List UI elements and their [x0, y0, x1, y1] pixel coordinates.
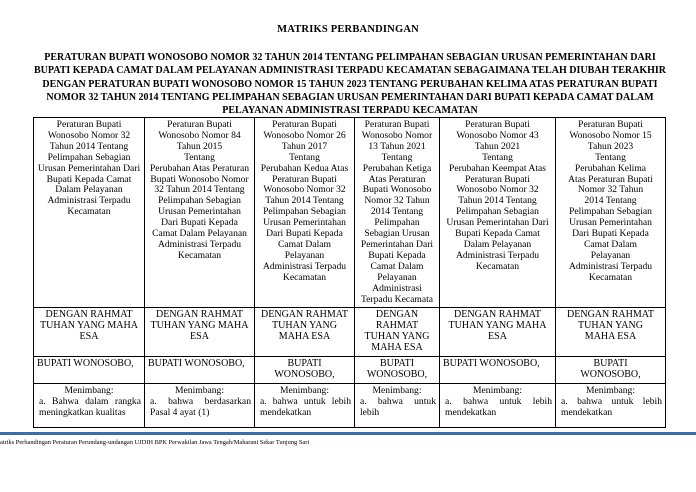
blessing-line: DENGAN RAHMAT	[261, 309, 348, 321]
blessing-line: TUHAN YANG MAHA	[150, 320, 249, 332]
regent-line: WONOSOBO,	[366, 368, 428, 380]
regulation-title-row	[34, 118, 666, 308]
considering-text: a. bahwa untuk lebih mendekatkan	[445, 395, 552, 418]
blessing-cell	[440, 308, 556, 357]
regulation-title-line: Kecamatan	[282, 271, 327, 283]
regulation-title-line: Tahun 2014 Tentang	[458, 195, 537, 207]
regulation-title-line: Pemerintahan Dari	[360, 238, 434, 250]
regulation-title-line: Tentang	[289, 151, 320, 163]
regulation-title-line: Urusan Pemerintahan Dari	[37, 162, 141, 174]
regulation-title-line: Urusan Pemerintahan Dari	[446, 217, 549, 229]
regulation-title-line: Perubahan Kelima	[574, 162, 647, 174]
regulation-title-line: Perubahan Atas Peraturan	[149, 162, 250, 174]
regulation-title-cell	[355, 118, 440, 308]
regulation-title-line: Pelimpahan Sebagian	[158, 195, 241, 207]
blessing-line: DENGAN RAHMAT	[45, 309, 133, 321]
considering-heading: Menimbang:	[585, 384, 636, 396]
blessing-line: TUHAN YANG	[272, 320, 337, 332]
regent-cell	[145, 357, 255, 384]
regulation-title-line: Perubahan Kedua Atas	[260, 162, 349, 174]
regulation-title-line: Kecamatan	[67, 206, 111, 218]
regent-cell	[255, 357, 355, 384]
blessing-line: ESA	[190, 331, 209, 343]
regent-line: BUPATI WONOSOBO,	[443, 358, 540, 370]
considering-heading: Menimbang:	[174, 384, 225, 396]
considering-text: a. Bahwa dalam rangka meningkatkan kualitas	[39, 395, 141, 418]
blessing-line: DENGAN RAHMAT	[567, 309, 654, 321]
considering-cell	[355, 383, 440, 427]
blessing-line: RAHMAT	[375, 320, 419, 332]
considering-heading: Menimbang:	[472, 384, 523, 396]
blessing-row	[34, 308, 666, 357]
regulation-title-line: Tahun 2017	[281, 140, 328, 152]
regulation-title-line: Camat Dalam	[370, 260, 424, 272]
regulation-title-line: Tahun 2015	[176, 140, 223, 152]
regulation-title-line: Tahun 2014 Tentang	[265, 195, 344, 207]
regulation-title-line: Kecamatan	[475, 260, 520, 272]
blessing-cell	[355, 308, 440, 357]
regulation-title-line: Wonosobo Nomor 32	[263, 184, 346, 196]
regulation-title-line: Tahun 2023	[587, 140, 634, 152]
regulation-title-line: 2014 Tentang	[584, 195, 637, 207]
blessing-cell	[255, 308, 355, 357]
regulation-title-line: Pelayanan	[377, 271, 417, 283]
regulation-title-line: Dalam Pelayanan	[463, 238, 532, 250]
regulation-title-cell	[255, 118, 355, 308]
considering-cell	[556, 383, 666, 427]
regulation-title-line: Wonosobo Nomor 84	[158, 129, 241, 141]
regent-cell	[556, 357, 666, 384]
regulation-title-line: Kecamatan	[177, 249, 222, 261]
regulation-title-line: Administrasi Terpadu	[157, 238, 242, 250]
regulation-title-line: Peraturan Bupati	[578, 119, 643, 130]
regent-row	[34, 357, 666, 384]
blessing-line: TUHAN YANG	[578, 320, 643, 332]
considering-cell	[145, 383, 255, 427]
regulation-title-line: Dari Bupati Kepada	[266, 228, 343, 240]
regent-line: BUPATI WONOSOBO,	[148, 358, 245, 370]
blessing-cell	[34, 308, 145, 357]
regulation-title-line: Urusan Pemerintahan	[569, 217, 652, 229]
regulation-title-line: Pelimpahan Sebagian	[263, 206, 346, 218]
blessing-line: TUHAN YANG MAHA	[448, 320, 547, 332]
regulation-title-line: Sebagian Urusan	[364, 228, 430, 240]
regulation-title-line: Dari Bupati Kepada	[161, 217, 238, 229]
blessing-line: ESA	[79, 331, 99, 343]
regulation-title-line: Tentang	[482, 151, 513, 163]
regulation-title-line: Dalam Pelayanan	[55, 184, 123, 196]
regent-line: WONOSOBO,	[580, 368, 641, 380]
document-title: MATRIKS PERBANDINGAN	[277, 24, 419, 35]
considering-cell	[255, 383, 355, 427]
considering-cell	[440, 383, 556, 427]
regulation-title-line: Pelimpahan Sebagian	[47, 151, 131, 163]
regulation-title-cell	[34, 118, 145, 308]
regulation-title-line: Bupati Wonosobo	[362, 184, 432, 196]
subtitle-line: BUPATI KEPADA CAMAT DALAM PELAYANAN ADMINISTRASI TERPADU KECAMATAN SEBAGAIMANA TELAH DIUBAH TERAKHIR	[33, 65, 667, 77]
regulation-title-line: Administrasi	[372, 282, 422, 294]
blessing-cell	[556, 308, 666, 357]
regulation-title-line: Atas Peraturan Bupati	[568, 173, 653, 185]
regulation-title-line: Wonosobo Nomor	[361, 129, 433, 141]
regulation-title-line: Peraturan Bupati	[272, 173, 337, 185]
blessing-line: MAHA ESA	[371, 342, 423, 354]
regulation-title-line: Wonosobo Nomor 26	[263, 129, 346, 141]
subtitle-line: PELAYANAN ADMINISTRASI TERPADU KECAMATAN	[222, 105, 478, 117]
regulation-title-line: Bupati Kepada	[368, 249, 426, 261]
regulation-title-line: Urusan Pemerintahan	[263, 217, 346, 229]
regulation-title-line: Wonosobo Nomor 43	[456, 129, 539, 141]
blessing-cell	[145, 308, 255, 357]
regulation-title-line: Wonosobo Nomor 15	[569, 129, 652, 141]
regent-cell	[355, 357, 440, 384]
regulation-title-cell	[145, 118, 255, 308]
considering-text: a. bahwa untuk lebih mendekatkan	[260, 395, 351, 418]
regulation-title-line: 2014 Tentang	[370, 206, 424, 218]
regent-cell	[34, 357, 145, 384]
regulation-title-line: Wonosobo Nomor 32	[456, 184, 539, 196]
regulation-title-line: Nomor 32 Tahun	[577, 184, 644, 196]
regulation-title-line: Terpadu Kecamata	[360, 293, 434, 305]
regulation-title-line: Peraturan Bupati	[272, 119, 337, 130]
regulation-title-line: Tentang	[381, 151, 413, 163]
footer-text: atriks Perbandingan Peraturan Perundang-undangan UJDIH BPK Perwakilan Jawa Tengah/Maharani Sekar Tunjung Sari	[0, 439, 310, 446]
regulation-title-line: 32 Tahun 2014 Tentang	[154, 184, 245, 196]
considering-text: a. bahwa berdasarkan Pasal 4 ayat (1)	[150, 395, 251, 418]
considering-heading: Menimbang:	[64, 384, 114, 396]
regulation-title-line: Bupati Kepada Camat	[455, 228, 540, 240]
blessing-line: MAHA ESA	[584, 331, 637, 343]
considering-text: a. bahwa untuk lebih	[360, 395, 436, 418]
regent-line: BUPATI	[287, 358, 322, 370]
comparison-matrix-table	[33, 117, 666, 428]
blessing-line: TUHAN YANG	[364, 331, 430, 343]
blessing-line: DENGAN RAHMAT	[454, 309, 541, 321]
regulation-title-line: Administrasi Terpadu	[568, 260, 653, 272]
regent-line: WONOSOBO,	[274, 368, 335, 380]
regulation-title-line: Urusan Pemerintahan	[158, 206, 241, 218]
regulation-title-line: Wonosobo Nomor 32	[47, 129, 131, 141]
regent-line: BUPATI WONOSOBO,	[37, 358, 134, 370]
regulation-title-line: Camat Dalam	[277, 238, 331, 250]
subtitle-line: DENGAN PERATURAN BUPATI WONOSOBO NOMOR 15 TAHUN 2023 TENTANG PERUBAHAN KELIMA ATAS PERATURAN BUPATI	[42, 78, 658, 90]
regulation-title-line: Tahun 2021	[474, 140, 521, 152]
regulation-title-cell	[440, 118, 556, 308]
regulation-title-line: Dari Bupati Kepada	[572, 228, 649, 240]
regulation-title-line: Administrasi Terpadu	[455, 249, 540, 261]
regulation-title-line: Camat Dalam Pelayanan	[152, 228, 247, 240]
regulation-title-line: Perubahan Keempat Atas	[449, 162, 546, 174]
document-subtitle	[30, 51, 670, 117]
regulation-title-line: 13 Tahun 2021	[368, 140, 426, 152]
regulation-title-line: Nomor 32 Tahun	[364, 195, 430, 207]
considering-row	[34, 383, 666, 427]
regulation-title-line: Tahun 2014 Tentang	[49, 140, 129, 152]
considering-cell	[34, 383, 145, 427]
blessing-line: MAHA ESA	[278, 331, 331, 343]
blessing-line: ESA	[488, 331, 507, 343]
regulation-title-line: Bupati Wonosobo Nomor	[150, 173, 249, 185]
regulation-title-line: Tentang	[595, 151, 626, 163]
regulation-title-line: Perubahan Ketiga	[362, 162, 432, 174]
regulation-title-line: Kecamatan	[588, 271, 633, 283]
blessing-line: DENGAN RAHMAT	[156, 309, 243, 321]
regulation-title-line: Camat Dalam	[583, 238, 637, 250]
subtitle-line: NOMOR 32 TAHUN 2014 TENTANG PELIMPAHAN SEBAGIAN URUSAN PEMERINTAHAN DARI BUPATI KEPADA CAMAT DALAM	[46, 91, 654, 103]
regulation-title-line: Pelimpahan Sebagian	[569, 206, 652, 218]
blessing-line: TUHAN YANG MAHA	[40, 320, 138, 332]
blessing-line: DENGAN	[375, 309, 419, 321]
regulation-title-line: Peraturan Bupati	[465, 119, 530, 130]
subtitle-line: PERATURAN BUPATI WONOSOBO NOMOR 32 TAHUN 2014 TENTANG PELIMPAHAN SEBAGIAN URUSAN PEMERINTAHAN DARI	[44, 52, 656, 63]
regent-line: BUPATI	[379, 358, 415, 370]
regent-cell	[440, 357, 556, 384]
considering-heading: Menimbang:	[279, 384, 330, 396]
considering-text: a. bahwa untuk lebih mendekatkan	[561, 395, 662, 418]
regulation-title-line: Pelimpahan Sebagian	[456, 206, 539, 218]
regulation-title-cell	[556, 118, 666, 308]
regulation-title-line: Pelayanan	[590, 249, 631, 261]
regulation-title-line: Pelimpahan	[374, 217, 420, 229]
regulation-title-line: Peraturan Bupati	[364, 119, 430, 130]
regulation-title-line: Peraturan Bupati	[56, 119, 122, 130]
considering-heading: Menimbang:	[372, 384, 422, 396]
regulation-title-line: Peraturan Bupati	[465, 173, 530, 185]
regulation-title-line: Tentang	[184, 151, 215, 163]
regulation-title-line: Pelayanan	[284, 249, 325, 261]
regulation-title-line: Bupati Kepada Camat	[46, 173, 132, 185]
regulation-title-line: Peraturan Bupati	[167, 119, 232, 130]
regulation-title-line: Administrasi Terpadu	[262, 260, 347, 272]
regent-line: BUPATI	[593, 358, 628, 370]
footer-rule	[0, 432, 696, 435]
regulation-title-line: Administrasi Terpadu	[47, 195, 131, 207]
regulation-title-line: Atas Peraturan	[368, 173, 426, 185]
